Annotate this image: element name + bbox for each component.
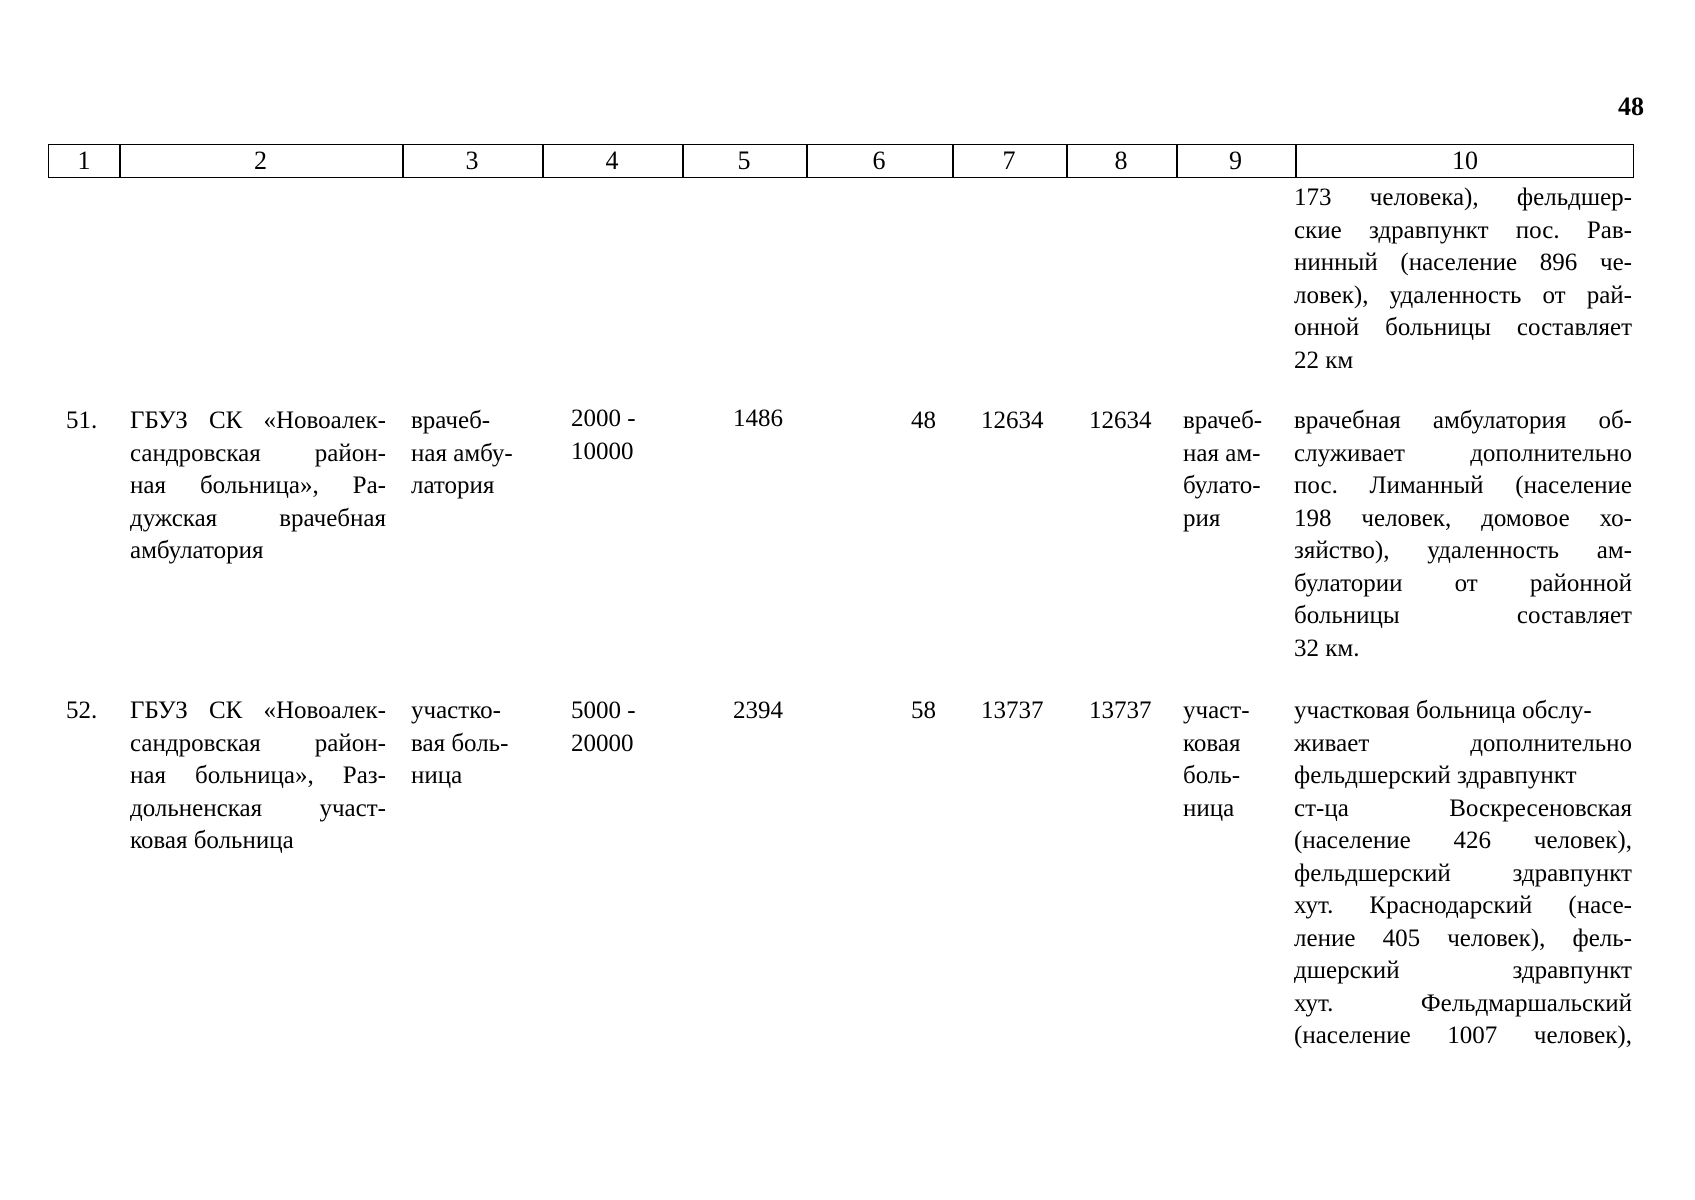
- text-line: 10000: [571, 437, 634, 465]
- facility-type-result: [1183, 695, 1283, 825]
- text-line: дольненская участ-: [130, 794, 386, 822]
- text-line: дшерский здравпункт: [1294, 957, 1632, 984]
- text-line: ковая: [1183, 729, 1241, 757]
- institution-name: [130, 695, 386, 858]
- text-line: амбулатория: [130, 537, 264, 564]
- text-line: вая боль-: [411, 729, 509, 757]
- row-number: 52.: [66, 697, 98, 724]
- text-line: боль-: [1183, 762, 1241, 789]
- header-col-1: 1: [77, 146, 91, 175]
- text-line: (население 426 человек),: [1294, 827, 1632, 854]
- header-col-7: 7: [1002, 146, 1016, 175]
- table-header-row: [48, 144, 1634, 178]
- header-col-5: 5: [737, 146, 751, 175]
- service-note: [1294, 405, 1632, 665]
- header-col-8: 8: [1114, 146, 1128, 175]
- note-line: ловек), удаленность от рай-: [1294, 281, 1632, 309]
- text-line: булатории от районной: [1294, 569, 1632, 597]
- text-line: хут. Краснодарский (насе-: [1294, 892, 1632, 919]
- text-line: служивает дополнительно: [1294, 439, 1632, 467]
- facility-type: [411, 695, 541, 793]
- note-line: ские здравпункт пос. Рав-: [1294, 216, 1632, 244]
- text-line: ная больница», Раз-: [130, 762, 386, 789]
- text-line: дужская врачебная: [130, 504, 386, 532]
- text-line: 2000 -: [571, 405, 636, 432]
- population-range: [571, 695, 681, 760]
- note-line: онной больницы составляет: [1294, 314, 1632, 341]
- text-line: врачебная амбулатория об-: [1294, 407, 1632, 434]
- text-line: латория: [411, 472, 495, 499]
- text-line: фельдшерский здравпункт: [1294, 859, 1632, 887]
- text-line: 5000 -: [571, 697, 636, 724]
- text-line: ница: [411, 762, 463, 789]
- text-line: ница: [1183, 794, 1235, 822]
- text-line: участ-: [1183, 697, 1250, 724]
- header-col-3: 3: [465, 146, 479, 175]
- text-line: больницы составляет: [1294, 602, 1632, 629]
- text-line: 20000: [571, 729, 634, 757]
- col8-value: 13737: [1089, 697, 1152, 724]
- col5-value: 1486: [733, 405, 783, 432]
- header-col-2: 2: [254, 146, 267, 175]
- col8-value: 12634: [1089, 407, 1152, 434]
- note-line: нинный (население 896 че-: [1294, 249, 1632, 276]
- row-number: 51.: [66, 407, 98, 434]
- col7-value: 12634: [981, 407, 1044, 434]
- text-line: ление 405 человек), фель-: [1294, 924, 1632, 952]
- text-line: булато-: [1183, 472, 1261, 499]
- text-line: ГБУЗ СК «Новоалек-: [130, 697, 386, 724]
- text-line: 198 человек, домовое хо-: [1294, 504, 1632, 532]
- facility-type: [411, 405, 541, 503]
- col6-value: 58: [911, 697, 936, 724]
- text-line: сандровская район-: [130, 439, 386, 467]
- text-line: ковая больница: [130, 827, 294, 854]
- note-line: 173 человека), фельдшер-: [1294, 184, 1632, 211]
- text-line: ная амбу-: [411, 439, 513, 467]
- text-line: ст-ца Воскресеновская: [1294, 794, 1632, 822]
- col5-value: 2394: [733, 697, 783, 724]
- text-line: врачеб-: [411, 407, 491, 434]
- institution-name: [130, 405, 386, 568]
- text-line: пос. Лиманный (население: [1294, 472, 1632, 499]
- text-line: сандровская район-: [130, 729, 386, 757]
- continuation-note: [1294, 182, 1632, 377]
- col6-value: 48: [911, 407, 936, 434]
- page-number: 48: [1618, 92, 1644, 121]
- text-line: участковая больница обслу-: [1294, 697, 1592, 724]
- facility-type-result: [1183, 405, 1283, 535]
- text-line: ная больница», Ра-: [130, 472, 386, 499]
- service-note: [1294, 695, 1632, 1053]
- text-line: фельдшерский здравпункт: [1294, 762, 1577, 789]
- text-line: ГБУЗ СК «Новоалек-: [130, 407, 386, 434]
- header-col-4: 4: [605, 146, 619, 175]
- note-line: 22 км: [1294, 346, 1354, 374]
- text-line: участко-: [411, 697, 501, 724]
- header-col-10: 10: [1452, 146, 1478, 175]
- text-line: ная ам-: [1183, 439, 1261, 467]
- header-col-6: 6: [872, 146, 886, 175]
- text-line: 32 км.: [1294, 634, 1360, 662]
- text-line: хут. Фельдмаршальский: [1294, 989, 1632, 1017]
- text-line: зяйство), удаленность ам-: [1294, 537, 1632, 564]
- text-line: рия: [1183, 504, 1221, 532]
- col7-value: 13737: [981, 697, 1044, 724]
- text-line: (население 1007 человек),: [1294, 1022, 1632, 1049]
- header-col-9: 9: [1229, 146, 1242, 175]
- text-line: живает дополнительно: [1294, 729, 1632, 757]
- population-range: [571, 403, 681, 468]
- text-line: врачеб-: [1183, 407, 1263, 434]
